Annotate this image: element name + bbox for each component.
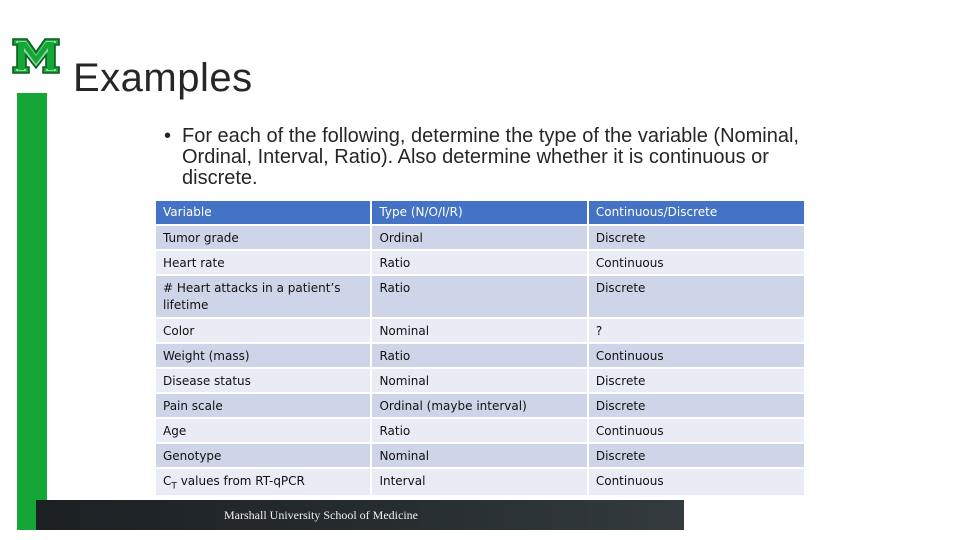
cell-cont-disc: Continuous	[589, 419, 804, 442]
cell-variable: Heart rate	[156, 251, 372, 274]
table-header-row	[156, 201, 804, 224]
cell-cont-disc: Continuous	[589, 469, 804, 495]
variables-table	[156, 199, 804, 497]
header-variable: Variable	[156, 201, 372, 224]
table-row	[156, 226, 804, 249]
cell-variable: $C_T$ values from RT-qPCR	[156, 469, 372, 495]
cell-cont-disc: Discrete	[589, 369, 804, 392]
marshall-m-logo-icon	[11, 36, 61, 76]
bullet-marker: •	[164, 125, 172, 147]
cell-cont-disc: ?	[589, 319, 804, 342]
footer-text-wrap	[36, 508, 684, 523]
cell-cont-disc: Continuous	[589, 251, 804, 274]
header-continuous-discrete: Continuous/Discrete	[589, 201, 804, 224]
cell-variable: Weight (mass)	[156, 344, 372, 367]
header-type: Type (N/O/I/R)	[372, 201, 588, 224]
cell-type: Ratio	[372, 419, 588, 442]
cell-variable: Tumor grade	[156, 226, 372, 249]
table-row	[156, 251, 804, 274]
table-row	[156, 344, 804, 367]
cell-variable: Disease status	[156, 369, 372, 392]
cell-type: Ratio	[372, 276, 588, 317]
cell-cont-disc: Discrete	[589, 226, 804, 249]
cell-type: Ratio	[372, 251, 588, 274]
cell-cont-disc: Discrete	[589, 276, 804, 317]
table-row	[156, 369, 804, 392]
cell-type: Nominal	[372, 444, 588, 467]
cell-cont-disc: Continuous	[589, 344, 804, 367]
cell-type: Nominal	[372, 319, 588, 342]
footer-bar	[36, 500, 684, 530]
slide-title: Examples	[73, 56, 253, 100]
bullet-paragraph	[164, 126, 824, 189]
table-row	[156, 444, 804, 467]
cell-type: Nominal	[372, 369, 588, 392]
table-row	[156, 469, 804, 495]
cell-variable: Color	[156, 319, 372, 342]
cell-type: Ratio	[372, 344, 588, 367]
cell-cont-disc: Discrete	[589, 394, 804, 417]
cell-type: Ordinal (maybe interval)	[372, 394, 588, 417]
table-row	[156, 276, 804, 317]
table-row	[156, 319, 804, 342]
cell-variable: Age	[156, 419, 372, 442]
bullet-text: For each of the following, determine the type of the variable (Nominal, Ordinal, Interval, Ratio). Also determine whether it is continuous or discrete.	[182, 125, 799, 189]
cell-variable: # Heart attacks in a patient’s lifetime	[156, 276, 372, 317]
cell-type: Ordinal	[372, 226, 588, 249]
cell-type: Interval	[372, 469, 588, 495]
cell-variable: Pain scale	[156, 394, 372, 417]
table-row	[156, 419, 804, 442]
cell-variable: Genotype	[156, 444, 372, 467]
footer-text: Marshall University School of Medicine	[224, 508, 418, 522]
accent-bar	[17, 93, 47, 530]
table-row	[156, 394, 804, 417]
cell-cont-disc: Discrete	[589, 444, 804, 467]
